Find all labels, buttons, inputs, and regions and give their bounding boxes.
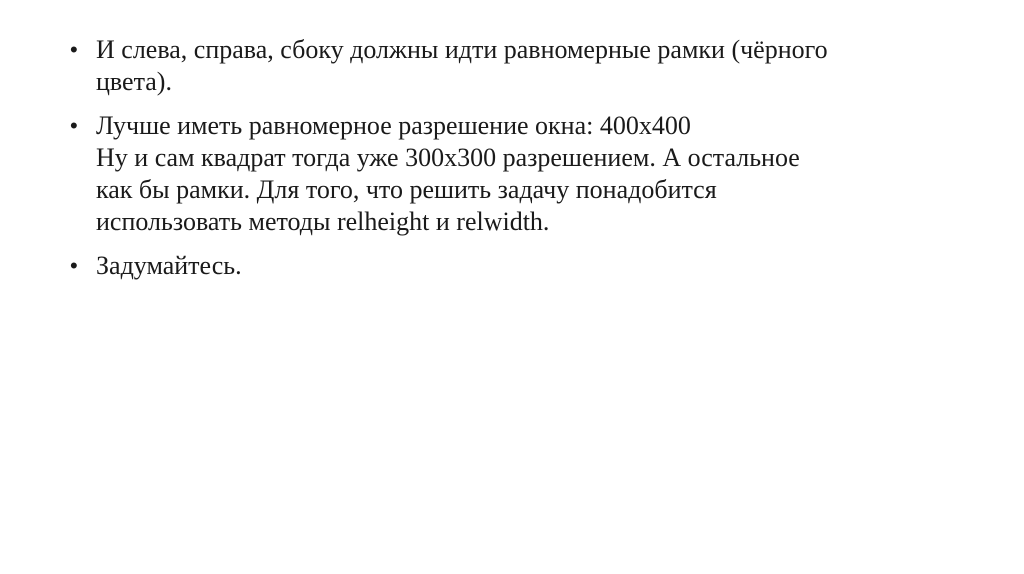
bullet-text-line: Ну и сам квадрат тогда уже 300x300 разрешением. А остальное — [96, 143, 800, 172]
bullet-icon: • — [70, 253, 78, 278]
bullet-icon: • — [70, 37, 78, 62]
bullet-item-1 — [70, 34, 970, 98]
bullet-text-line: как бы рамки. Для того, что решить задачу понадобится — [96, 175, 717, 204]
bullet-text-line: Задумайтесь. — [96, 251, 242, 280]
bullet-item-3 — [70, 250, 970, 282]
bullet-text-line: И слева, справа, сбоку должны идти равномерные рамки (чёрного — [96, 35, 828, 64]
bullet-list — [70, 34, 970, 294]
bullet-text-line: использовать методы relheight и relwidth. — [96, 207, 550, 236]
bullet-text-line: Лучше иметь равномерное разрешение окна: 400x400 — [96, 111, 691, 140]
bullet-icon: • — [70, 113, 78, 138]
bullet-text-line: цвета). — [96, 67, 172, 96]
bullet-item-2 — [70, 110, 970, 238]
